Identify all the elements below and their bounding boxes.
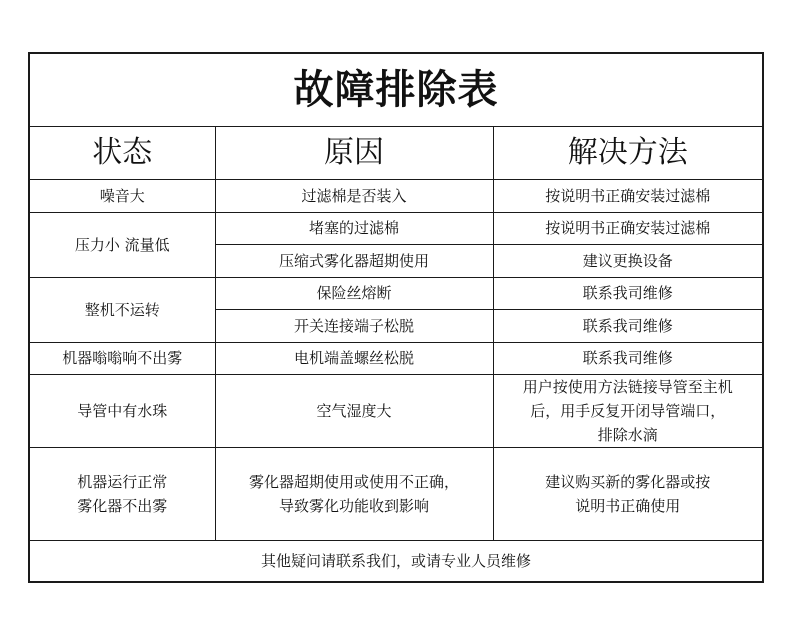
header-solution: 解决方法 <box>493 126 763 179</box>
solution-cell <box>493 374 763 447</box>
status-cell <box>29 447 215 540</box>
status-line: 雾化器不出雾 <box>77 496 168 515</box>
header-status: 状态 <box>29 126 215 179</box>
solution-line: 建议购买新的雾化器或按 <box>545 472 711 491</box>
table-row <box>29 212 763 244</box>
cause-line: 导致雾化功能收到影响 <box>278 496 429 515</box>
cause-cell: 空气湿度大 <box>215 374 493 447</box>
solution-line: 排除水滴 <box>597 425 658 444</box>
solution-line: 后，用手反复开闭导管端口， <box>530 401 726 420</box>
footer-note: 其他疑问请联系我们，或请专业人员维修 <box>29 540 763 582</box>
status-cell: 压力小 流量低 <box>29 212 215 277</box>
cause-line: 雾化器超期使用或使用不正确， <box>248 472 459 491</box>
solution-cell: 联系我司维修 <box>493 277 763 309</box>
cause-cell: 保险丝熔断 <box>215 277 493 309</box>
status-cell: 噪音大 <box>29 179 215 212</box>
status-cell: 整机不运转 <box>29 277 215 342</box>
solution-line: 说明书正确使用 <box>575 496 681 515</box>
table-row <box>29 277 763 309</box>
cause-cell: 过滤棉是否装入 <box>215 179 493 212</box>
cause-cell: 电机端盖螺丝松脱 <box>215 342 493 374</box>
troubleshooting-sheet <box>28 52 762 580</box>
table-row <box>29 447 763 540</box>
table-row <box>29 374 763 447</box>
solution-cell: 联系我司维修 <box>493 342 763 374</box>
solution-line: 用户按使用方法链接导管至主机 <box>522 377 733 396</box>
cause-cell <box>215 447 493 540</box>
status-cell: 机器嗡嗡响不出雾 <box>29 342 215 374</box>
solution-cell: 联系我司维修 <box>493 309 763 342</box>
title-row <box>29 53 763 126</box>
solution-cell: 按说明书正确安装过滤棉 <box>493 212 763 244</box>
solution-cell <box>493 447 763 540</box>
solution-cell: 按说明书正确安装过滤棉 <box>493 179 763 212</box>
header-row <box>29 126 763 179</box>
table-title: 故障排除表 <box>29 53 763 126</box>
cause-cell: 开关连接端子松脱 <box>215 309 493 342</box>
cause-cell: 堵塞的过滤棉 <box>215 212 493 244</box>
status-cell: 导管中有水珠 <box>29 374 215 447</box>
table-row <box>29 179 763 212</box>
table-row <box>29 342 763 374</box>
footer-row <box>29 540 763 582</box>
cause-cell: 压缩式雾化器超期使用 <box>215 244 493 277</box>
solution-cell: 建议更换设备 <box>493 244 763 277</box>
status-line: 机器运行正常 <box>77 472 168 491</box>
header-cause: 原因 <box>215 126 493 179</box>
troubleshooting-table <box>28 52 764 583</box>
